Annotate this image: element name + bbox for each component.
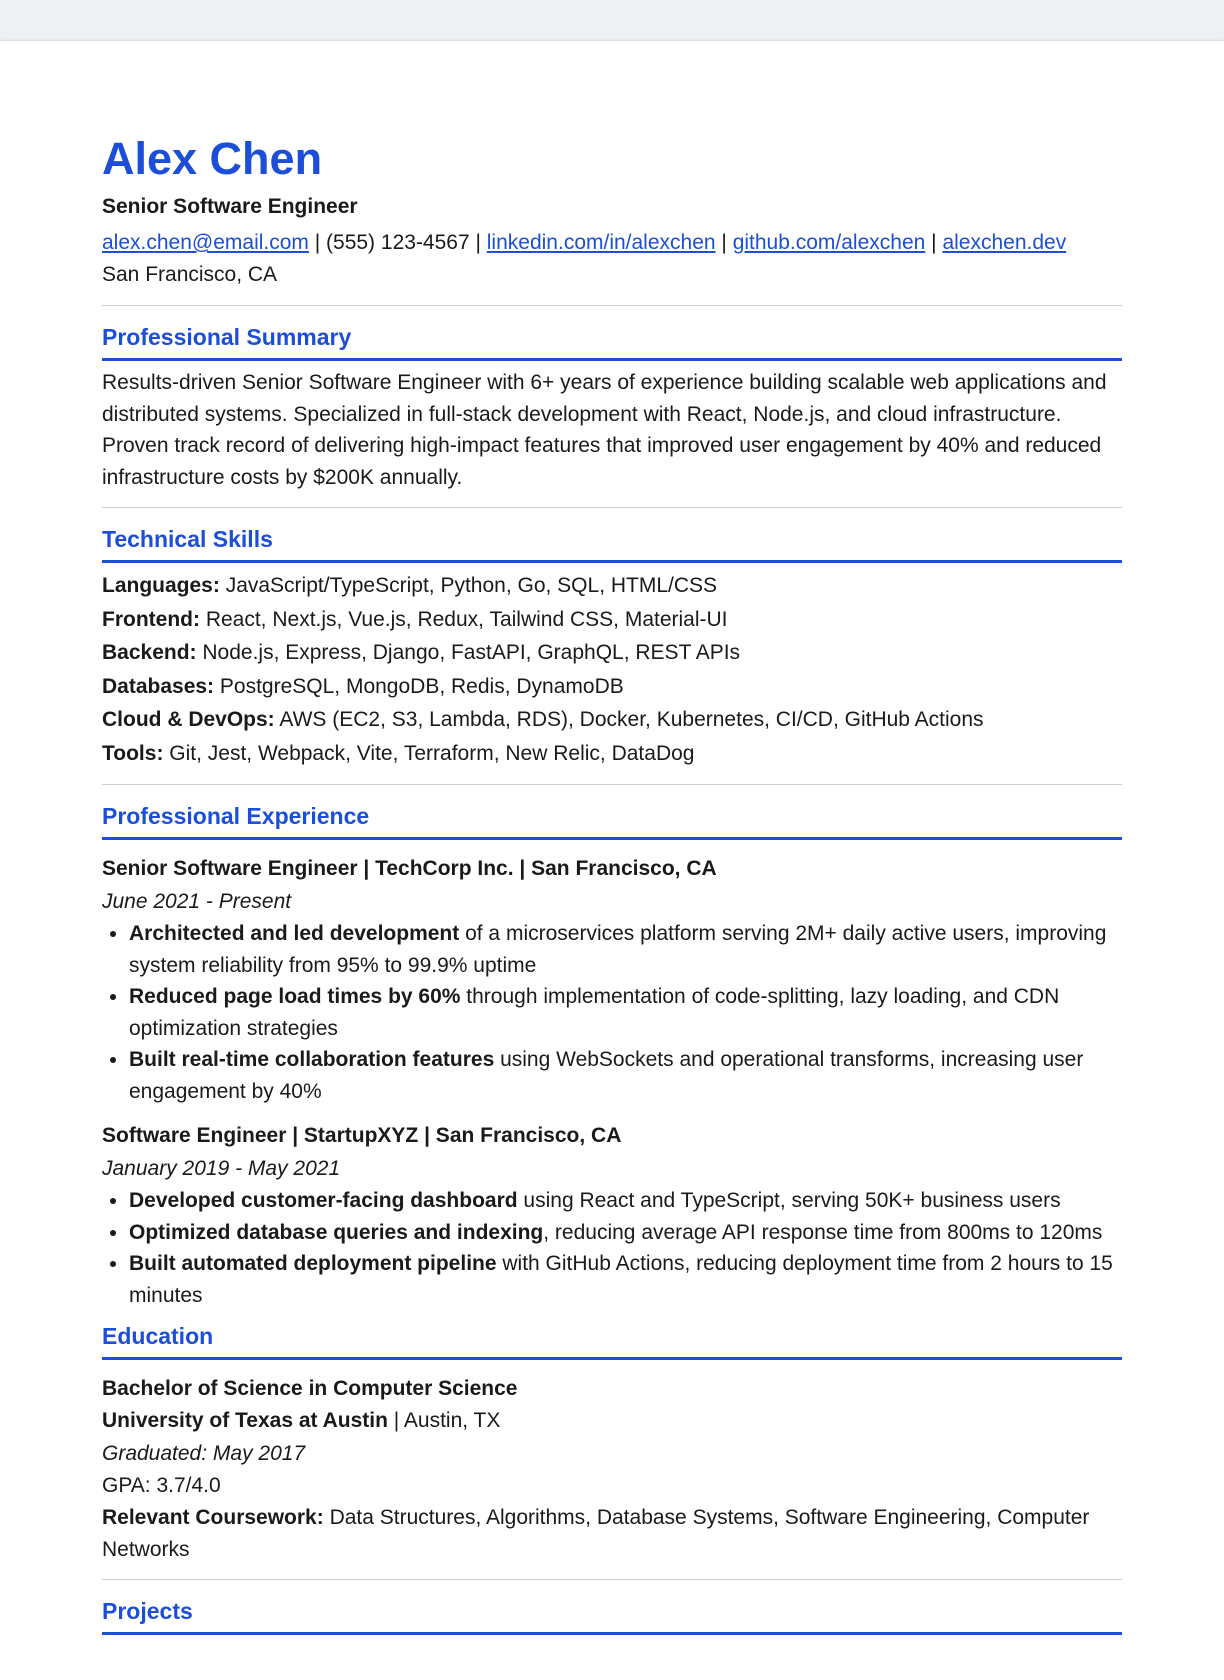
divider (102, 784, 1122, 785)
education-heading: Education (102, 1321, 1122, 1360)
skill-value: JavaScript/TypeScript, Python, Go, SQL, HTML/CSS (219, 574, 718, 597)
bullet-text: of a microservices platform serving 2M+ daily active users, improving system reliability from 95% to 99.9% uptime (129, 922, 1107, 977)
divider (102, 305, 1122, 306)
job-bullets (102, 1185, 1122, 1311)
bullet-text: through implementation of code-splitting, lazy loading, and CDN optimization strategies (129, 985, 1060, 1040)
separator: | (715, 231, 733, 254)
bullet-highlight: Built real-time collaboration features (129, 1048, 495, 1071)
spacer (102, 1311, 1122, 1321)
skill-row-languages (102, 569, 1122, 603)
job-dates: June 2021 - Present (102, 890, 292, 913)
summary-heading: Professional Summary (102, 322, 1122, 361)
linkedin-link[interactable]: linkedin.com/in/alexchen (486, 231, 716, 254)
bullet-text: with GitHub Actions, reducing deployment time from 2 hours to 15 minutes (129, 1252, 1113, 1307)
school-line (102, 1405, 1122, 1437)
skill-label: Frontend: (102, 607, 200, 631)
school-location: | Austin, TX (387, 1409, 501, 1432)
candidate-title: Senior Software Engineer (102, 195, 358, 218)
job-header: Software Engineer | StartupXYZ | San Francisco, CA (102, 1124, 622, 1147)
website-link[interactable]: alexchen.dev (942, 231, 1067, 254)
coursework-list: Data Structures, Algorithms, Database Systems, Software Engineering, Computer Networks (102, 1506, 1090, 1561)
skill-label: Tools: (102, 741, 164, 765)
github-link[interactable]: github.com/alexchen (732, 231, 926, 254)
skill-value: React, Next.js, Vue.js, Redux, Tailwind CSS, Material-UI (199, 607, 728, 631)
skill-value: Git, Jest, Webpack, Vite, Terraform, New Relic, DataDog (163, 741, 695, 765)
job-dates: January 2019 - May 2021 (102, 1157, 341, 1180)
contact-line (102, 227, 1122, 259)
candidate-name: Alex Chen (102, 133, 323, 184)
job-entry (102, 1119, 1122, 1311)
skills-heading: Technical Skills (102, 524, 1122, 563)
location: San Francisco, CA (102, 263, 278, 286)
divider (102, 1579, 1122, 1580)
divider (102, 507, 1122, 508)
job-header: Senior Software Engineer | TechCorp Inc. | San Francisco, CA (102, 857, 717, 880)
job-entry (102, 852, 1122, 1107)
resume-content (102, 133, 1122, 1641)
coursework (102, 1502, 1122, 1565)
skill-value: Node.js, Express, Django, FastAPI, GraphQL, REST APIs (196, 641, 741, 664)
job-bullets (102, 918, 1122, 1107)
skill-label: Cloud & DevOps: (102, 708, 275, 731)
experience-heading: Professional Experience (102, 801, 1122, 840)
skill-row-cloud-devops (102, 703, 1122, 737)
phone-number: (555) 123-4567 (326, 231, 470, 254)
bullet-highlight: Built automated deployment pipeline (129, 1252, 497, 1275)
skill-value: AWS (EC2, S3, Lambda, RDS), Docker, Kubernetes, CI/CD, GitHub Actions (274, 708, 984, 731)
skill-label: Languages: (102, 574, 220, 597)
school-name: University of Texas at Austin (102, 1409, 388, 1432)
email-link[interactable]: alex.chen@email.com (102, 231, 309, 254)
coursework-label: Relevant Coursework: (102, 1506, 324, 1529)
separator: | (925, 231, 943, 254)
list-item (129, 981, 1122, 1044)
summary-text: Results-driven Senior Software Engineer with 6+ years of experience building scalable web applications and distributed systems. Specialized in full-stack development with React, Node.js, and cloud infrastructure. Proven track record of delivering high-impact features that improved user engagement by 40% and reduced infrastructure costs by $200K annually. (102, 371, 1107, 489)
bullet-highlight: Reduced page load times by 60% (129, 985, 461, 1008)
list-item (129, 918, 1122, 981)
separator: | (469, 231, 487, 254)
bullet-highlight: Architected and led development (129, 922, 460, 945)
separator: | (308, 231, 327, 254)
bullet-text: using WebSockets and operational transforms, increasing user engagement by 40% (129, 1048, 1084, 1103)
projects-heading: Projects (102, 1596, 1122, 1635)
bullet-text: , reducing average API response time from 800ms to 120ms (543, 1220, 1103, 1244)
bullet-highlight: Developed customer-facing dashboard (129, 1189, 518, 1212)
skill-row-frontend (102, 603, 1122, 637)
list-item (129, 1217, 1122, 1249)
gpa: GPA: 3.7/4.0 (102, 1474, 221, 1497)
graduation-date: Graduated: May 2017 (102, 1442, 306, 1465)
bullet-highlight: Optimized database queries and indexing (129, 1220, 544, 1244)
skill-label: Backend: (102, 641, 197, 664)
degree: Bachelor of Science in Computer Science (102, 1377, 518, 1400)
list-item (129, 1185, 1122, 1217)
skill-value: PostgreSQL, MongoDB, Redis, DynamoDB (214, 674, 624, 698)
resume-page (0, 41, 1224, 1680)
skill-row-tools (102, 737, 1122, 771)
list-item (129, 1044, 1122, 1107)
skill-row-databases (102, 670, 1122, 704)
list-item (129, 1248, 1122, 1311)
skills-list (102, 569, 1122, 770)
bullet-text: using React and TypeScript, serving 50K+ business users (517, 1189, 1061, 1212)
skill-label: Databases: (102, 674, 215, 698)
skill-row-backend (102, 636, 1122, 670)
